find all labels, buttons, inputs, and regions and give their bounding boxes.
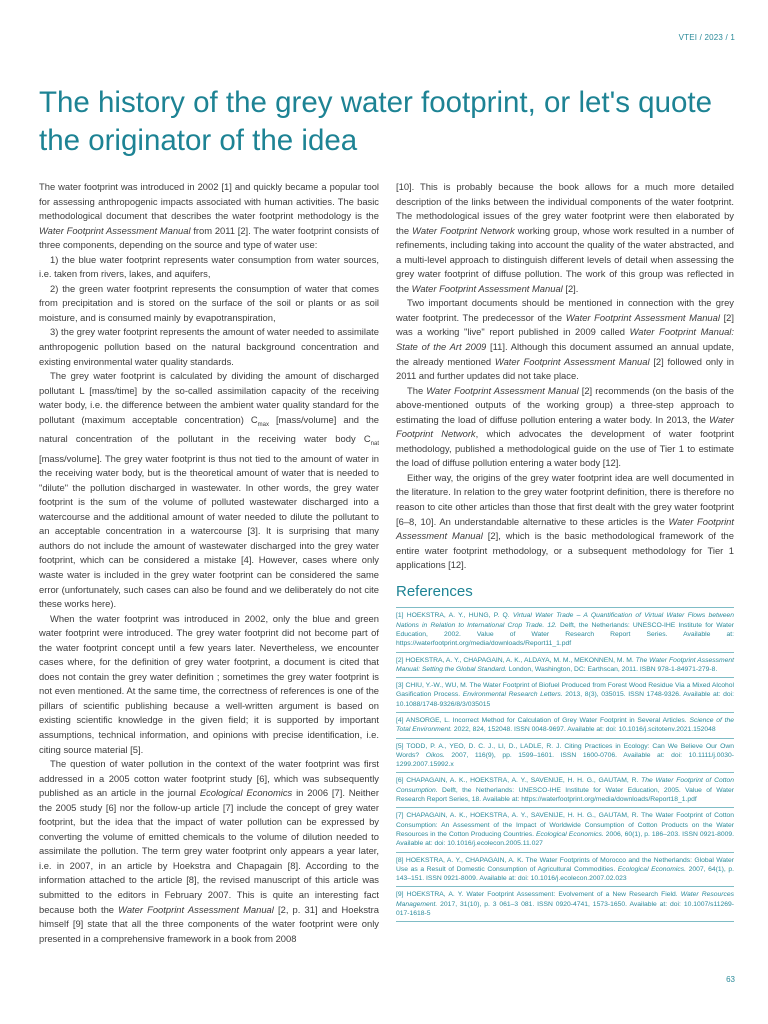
body-paragraph	[39, 253, 379, 282]
italic-text: Water Footprint Assessment Manual	[118, 903, 274, 915]
text-run: from 2011 [2]. The water footprint consists of three components, depending on the source and type of water use:	[39, 224, 379, 251]
text-run: [2, p. 31] and Hoekstra himself [9] state that all the three components of the water footprint were only presented in a comprehensive framework in a book from 2008	[39, 903, 379, 944]
journal-tag: VTEI / 2023 / 1	[678, 33, 735, 42]
italic-text: Ecological Economics.	[617, 865, 687, 873]
text-run: [9] HOEKSTRA, A. Y. Water Footprint Assessment: Evolvement of a New Research Field.	[396, 891, 681, 899]
left-column	[39, 180, 379, 946]
italic-text: Water Footprint Assessment Manual	[426, 384, 579, 396]
references-heading: References	[396, 582, 473, 600]
italic-text: Ecological Economics	[199, 787, 293, 799]
text-run: [3] CHIU, Y.-W., WU, M. The Water Footprint of Biofuel Produced from Forest Wood Residue Via a Mixed Alcohol Gasification Process.	[396, 682, 734, 699]
reference-item	[396, 713, 734, 739]
subscript-text: max	[257, 421, 269, 428]
reference-item	[396, 808, 734, 852]
reference-item	[396, 739, 734, 774]
italic-text: Virtual Water Trade – A Quantification of Virtual Water Flows between Nations in Relation to International Crop Trade. 12.	[396, 612, 734, 629]
text-run: Delft, the Netherlands: UNESCO-IHE Institute for Water Education, 2005. Value of Water Research Report Series, 18. Available at: https://waterfootprint.org/media/downloads/Report18_1.pdf	[396, 786, 734, 804]
reference-item	[396, 887, 734, 922]
italic-text: Environmental Research Letters.	[462, 691, 563, 699]
reference-item	[396, 653, 734, 679]
body-paragraph	[39, 612, 379, 757]
text-run: The grey water footprint is calculated by dividing the amount of discharged pollutant L [mass/time] by the so-called assimilation capacity of the receiving water body, i.e. the difference between the ambient water quality standard for the pollutant (maximum acceptable concentration) C	[39, 370, 379, 425]
text-run: [mass/volume] and the natural concentration of the pollutant in the receiving water body C	[39, 413, 379, 445]
italic-text: Ecological Economics.	[536, 830, 604, 838]
body-paragraph	[396, 296, 734, 383]
text-run: [2] followed only in 2011 and further updates did not take place.	[396, 355, 734, 382]
text-run: , which advocates the development of water footprint methodology, published a methodological guide on the use of Tier 1 to estimate the load of diffuse pollution entering a water body [12].	[396, 428, 734, 469]
body-paragraph	[39, 180, 379, 253]
text-run: [2] HOEKSTRA, A. Y., CHAPAGAIN, A. K., ALDAYA, M. M., MEKONNEN, M. M.	[396, 656, 636, 664]
reference-item	[396, 607, 734, 652]
text-run: When the water footprint was introduced in 2002, only the blue and green water footprint were introduced. The grey water footprint did not become part of the water footprint concept until a few years later. Nevertheless, we encounter cases where, for the definition of grey water footprint, a document is cited that does not contain the grey water definition ; sometimes the grey water footprint is not even mentioned. At the same time, the correctness of references is one of the pillars of scientific publishing because a well-written argument is based on existing scientific knowledge in the given field; it is supported by important assumptions, technical information, and opinions with precise identification, i.e. citing source material [5].	[39, 612, 379, 755]
body-paragraph	[396, 471, 734, 573]
italic-text: Water Resources Management.	[396, 891, 735, 908]
reference-item	[396, 678, 734, 713]
text-run: [4] ANSORGE, L. Incorrect Method for Calculation of Grey Water Footprint in Several Articles.	[396, 716, 690, 724]
reference-item	[396, 853, 734, 888]
text-run: 2017, 31(10), p. 3 061–3 081. ISSN 0920-4741, 1573-1650. Available at: doi: 10.1007/s11269-017-1618-5	[396, 900, 734, 918]
text-run: 3) the grey water footprint represents the amount of water needed to assimilate anthropogenic pollution based on the natural background concentration and existing environmental water quality standards.	[39, 326, 379, 367]
text-run: 2013, 8(3), 035015. ISSN 1748-9326. Available at: doi: 10.1088/1748-9326/8/3/035015	[396, 691, 735, 708]
text-run: [5] TODD, P. A., YEO, D. C. J., LI, D., LADLE, R. J. Citing Practices in Ecology: Can We Believe Our Own Words?	[396, 742, 734, 759]
text-run: [2].	[562, 282, 579, 294]
italic-text: Water Footprint Assessment Manual	[396, 515, 735, 542]
body-paragraph	[39, 282, 379, 326]
text-run: 2022, 824, 152048. ISSN 0048-9697. Available at: doi: 10.1016/j.scitotenv.2021.152048	[452, 726, 716, 734]
text-run: Either way, the origins of the grey water footprint idea are well documented in the literature. In relation to the grey water footprint definition, there is therefore no reason to cite other articles than those that first dealt with the grey water footprint [6–8, 10]. An understandable alternative to these articles is the	[396, 471, 734, 527]
text-run: working group, whose work resulted in a number of refinements, including taking into account the quality of the water abstracted, and a multi-level approach to distinguish different levels of detail when assessing the grey water footprint of diffuse pollution. The work of this group was reflected in the	[396, 224, 735, 294]
text-run: [11]. Although this document assumed an annual update, the already mentioned	[396, 341, 734, 367]
reference-item	[396, 773, 734, 808]
text-run: Delft, the Netherlands: UNESCO-IHE Institute for Water Education, 2002. Value of Water Research Report Series. Available at: https://waterfootprint.org/media/downloads/Report11_1.pdf	[396, 621, 734, 648]
italic-text: Water Footprint Network	[412, 224, 515, 236]
italic-text: Water Footprint Manual: State of the Art 2009	[396, 326, 734, 353]
italic-text: Water Footprint Assessment Manual	[565, 311, 720, 323]
italic-text: Water Footprint Assessment Manual	[494, 355, 650, 367]
text-run: [7] CHAPAGAIN, A. K., HOEKSTRA, A. Y., SAVENIJE, H. H. G., GAUTAM, R. The Water Footprint of Cotton Consumption: An Assessment of the Impact of Worldwide Consumption of Cotton Products on the Water Resources in the Cotton Producing Countries.	[396, 812, 734, 838]
text-run: 2007, 64(1), p. 143–151. ISSN 0921-8009. Available at: doi: 10.1016/j.ecolecon.2007.02.023	[396, 865, 735, 883]
italic-text: Water Footprint Network	[396, 413, 734, 440]
text-run: [8] HOEKSTRA, A. Y., CHAPAGAIN, A. K. The Water Footprints of Morocco and the Netherlands: Global Water Use as a Result of Domestic Consumption of Agricultural Commodities.	[396, 856, 734, 873]
italic-text: Science of the Total Environment.	[396, 716, 734, 734]
text-run: in 2006 [7]. Neither the 2005 study [6] nor the follow-up article [7] include the concept of grey water footprint, but the idea that the impact of water pollution can be expressed by converting the volume of emitted chemicals to the volume of dilution needed to assimilate the pollution. The term grey water footprint only appears a year later, i.e. in 2007, in an article by Hoekstra and Chapagain [8]. According to the information attached to the article [8], the revised manuscript of this article was submitted to the editors in February 2007. This is quite an interesting fact because both the	[39, 787, 379, 915]
text-run: London, Washington, DC: Earthscan, 2011. ISBN 978-1-84971-279-8.	[506, 665, 718, 673]
italic-text: Water Footprint Assessment Manual	[411, 282, 563, 294]
references-list	[396, 607, 734, 922]
text-run: 2007, 116(9), pp. 1599–1601. ISSN 1600-0706. Available at: doi: 10.1111/j.0030-1299.2007.15992.x	[396, 751, 735, 769]
body-paragraph	[39, 369, 379, 612]
text-run: [mass/volume]. The grey water footprint is thus not tied to the amount of water in the receiving water body, but is the theoretical amount of water that is needed to "dilute" the pollution discharged in wastewater. In other words, the grey water footprint is the sum of the volume of polluted wastewater discharged into a watercourse and the additional amount of water needed to dilute the pollutant to an acceptable concentration in a watercourse [3]. It is surprising that many authors do not include the amount of wastewater discharged into the grey water footprint, which can be considered a mistake [4]. However, cases where only waste water is included in the grey water footprint can be considered the same error (unfortunately, such cases can also be found and we deliberately do not cite these works here).	[39, 452, 379, 610]
text-run: [2] recommends (on the basis of the above-mentioned outputs of the working group) a three-step approach to estimating the load of diffuse pollution entering a water body. In 2013, the	[396, 384, 735, 425]
subscript-text: nat	[370, 441, 379, 448]
italic-text: The Water Footprint of Cotton Consumption.	[396, 777, 735, 794]
text-run: 2) the green water footprint represents the consumption of water that comes from precipitation and is stored on the surface of the soil or plants or as soil moisture, and is consumed mainly by evapotranspiration,	[39, 282, 379, 323]
body-paragraph	[396, 384, 734, 471]
body-paragraph	[396, 180, 734, 296]
text-run: The	[407, 384, 427, 396]
italic-text: Oikos.	[425, 751, 445, 759]
italic-text: Water Footprint Assessment Manual	[39, 224, 191, 236]
text-run: The question of water pollution in the context of the water footprint was first addressed in a 2005 cotton water footprint study [6], which was subsequently published as an article in the journal	[39, 758, 379, 799]
text-run: [6] CHAPAGAIN, A. K., HOEKSTRA, A. Y., SAVENIJE, H. H. G., GAUTAM, R.	[396, 777, 642, 785]
italic-text: The Water Footprint Assessment Manual: Setting the Global Standard.	[396, 656, 734, 673]
text-run: [1] HOEKSTRA, A. Y., HUNG, P. Q.	[396, 612, 513, 620]
body-paragraph	[39, 325, 379, 369]
text-run: 2006, 60(1), p. 186–203. ISSN 0921-8009. Available at: doi: 10.1016/j.ecolecon.2005.11.027	[396, 830, 734, 848]
page-number: 63	[726, 975, 735, 984]
text-run: [2], which is the basic methodological framework of the entire water footprint methodology, or a subsequent methodology for Tier 1 applications [12].	[396, 530, 734, 571]
text-run: The water footprint was introduced in 2002 [1] and quickly became a popular tool for assessing anthropogenic impacts associated with human activities. The basic methodological document that describes the water footprint methodology is the	[39, 181, 379, 222]
text-run: [10]. This is probably because the book allows for a much more detailed description of the links between the individual components of the water footprint. The methodological issues of the grey water footprint were then elaborated by the	[396, 181, 734, 236]
body-paragraph	[39, 757, 379, 946]
right-column	[396, 180, 734, 922]
text-run: [2] was a working "live" report published in 2009 called	[396, 311, 735, 338]
text-run: 1) the blue water footprint represents water consumption from water sources, i.e. taken from rivers, lakes, and aquifers,	[39, 253, 379, 280]
text-run: Two important documents should be mentioned in connection with the grey water footprint. The predecessor of the	[396, 297, 734, 323]
article-title: The history of the grey water footprint, or let's quote the originator of the idea	[39, 86, 712, 157]
